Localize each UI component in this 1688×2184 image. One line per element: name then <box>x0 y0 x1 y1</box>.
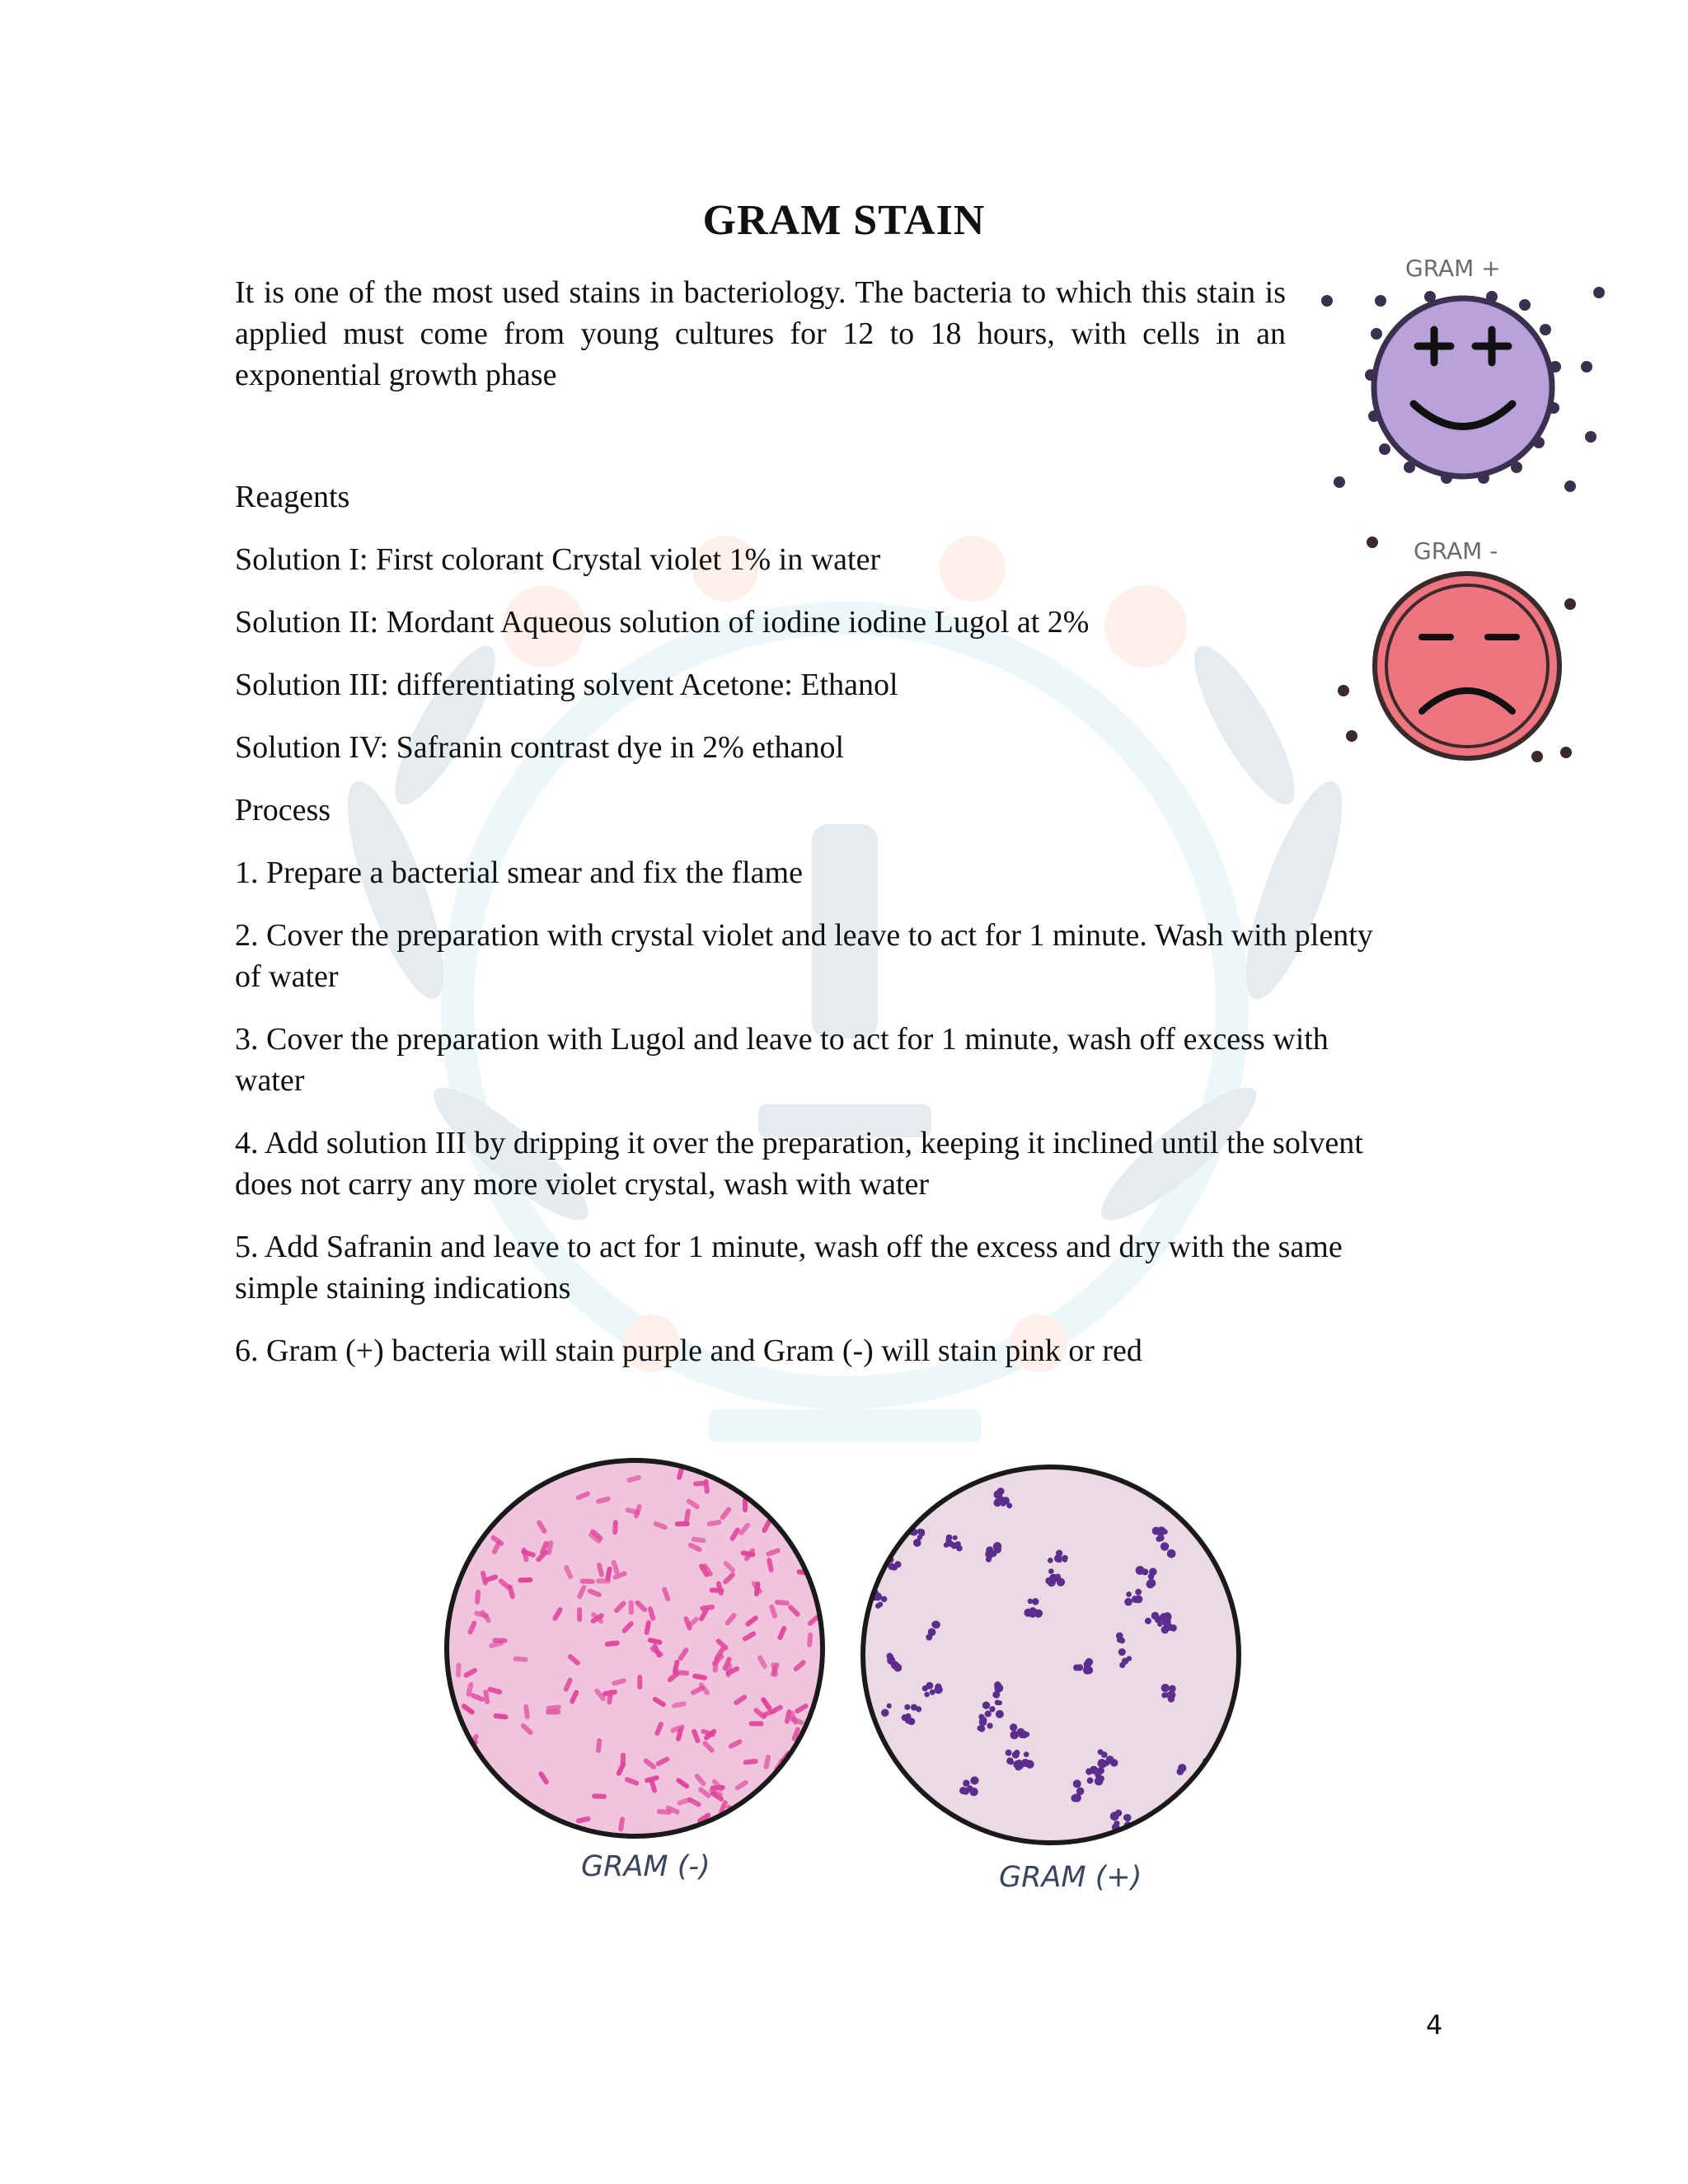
page-title: GRAM STAIN <box>702 197 986 244</box>
process-step <box>235 1019 1447 1101</box>
process-step: 6. Gram (+) bacteria will stain purple and Gram (-) will stain pink or red <box>235 1333 1142 1368</box>
intro-paragraph: It is one of the most used stains in bacteriology. The bacteria to which this stain is applied must come from young cultures for 12 to 18 hours, with cells in an exponential growth phase <box>235 275 1286 392</box>
process-step-line: 5. Add Safranin and leave to act for 1 minute, wash off the excess and dry with the same <box>235 1230 1343 1264</box>
reagents-heading: Reagents <box>235 480 350 514</box>
process-step <box>235 1226 1447 1309</box>
page-number: 4 <box>1426 2009 1443 2041</box>
caption-gram-negative: GRAM (-) <box>581 1850 710 1883</box>
process-step-line: does not carry any more violet crystal, wash with water <box>235 1167 930 1202</box>
gram-negative-label: GRAM - <box>1414 537 1498 565</box>
process-step: 1. Prepare a bacterial smear and fix the flame <box>235 855 803 890</box>
process-step <box>235 915 1447 997</box>
process-step-line: 2. Cover the preparation with crystal violet and leave to act for 1 minute. Wash with plenty <box>235 918 1373 953</box>
gram-positive-label: GRAM + <box>1405 255 1501 282</box>
reagent-item: Solution III: differentiating solvent Acetone: Ethanol <box>235 668 898 702</box>
sad-face-icon <box>1331 534 1603 773</box>
caption-gram-positive: GRAM (+) <box>999 1861 1142 1894</box>
process-step-line: 3. Cover the preparation with Lugol and leave to act for 1 minute, wash off excess with <box>235 1022 1329 1057</box>
happy-face-icon <box>1315 251 1611 503</box>
process-step-line: simple staining indications <box>235 1271 571 1305</box>
reagent-item: Solution I: First colorant Crystal violet 1% in water <box>235 542 881 577</box>
reagent-item: Solution II: Mordant Aqueous solution of iodine iodine Lugol at 2% <box>235 605 1090 640</box>
process-step-line: 4. Add solution III by dripping it over the preparation, keeping it inclined until the solvent <box>235 1126 1363 1160</box>
process-heading: Process <box>235 793 331 827</box>
process-step <box>235 1122 1447 1205</box>
process-step-line: water <box>235 1063 305 1098</box>
gram-negative-micrograph <box>437 1451 832 1846</box>
reagent-item: Solution IV: Safranin contrast dye in 2% ethanol <box>235 730 845 765</box>
gram-positive-micrograph <box>853 1457 1249 1853</box>
process-step-line: of water <box>235 959 339 994</box>
